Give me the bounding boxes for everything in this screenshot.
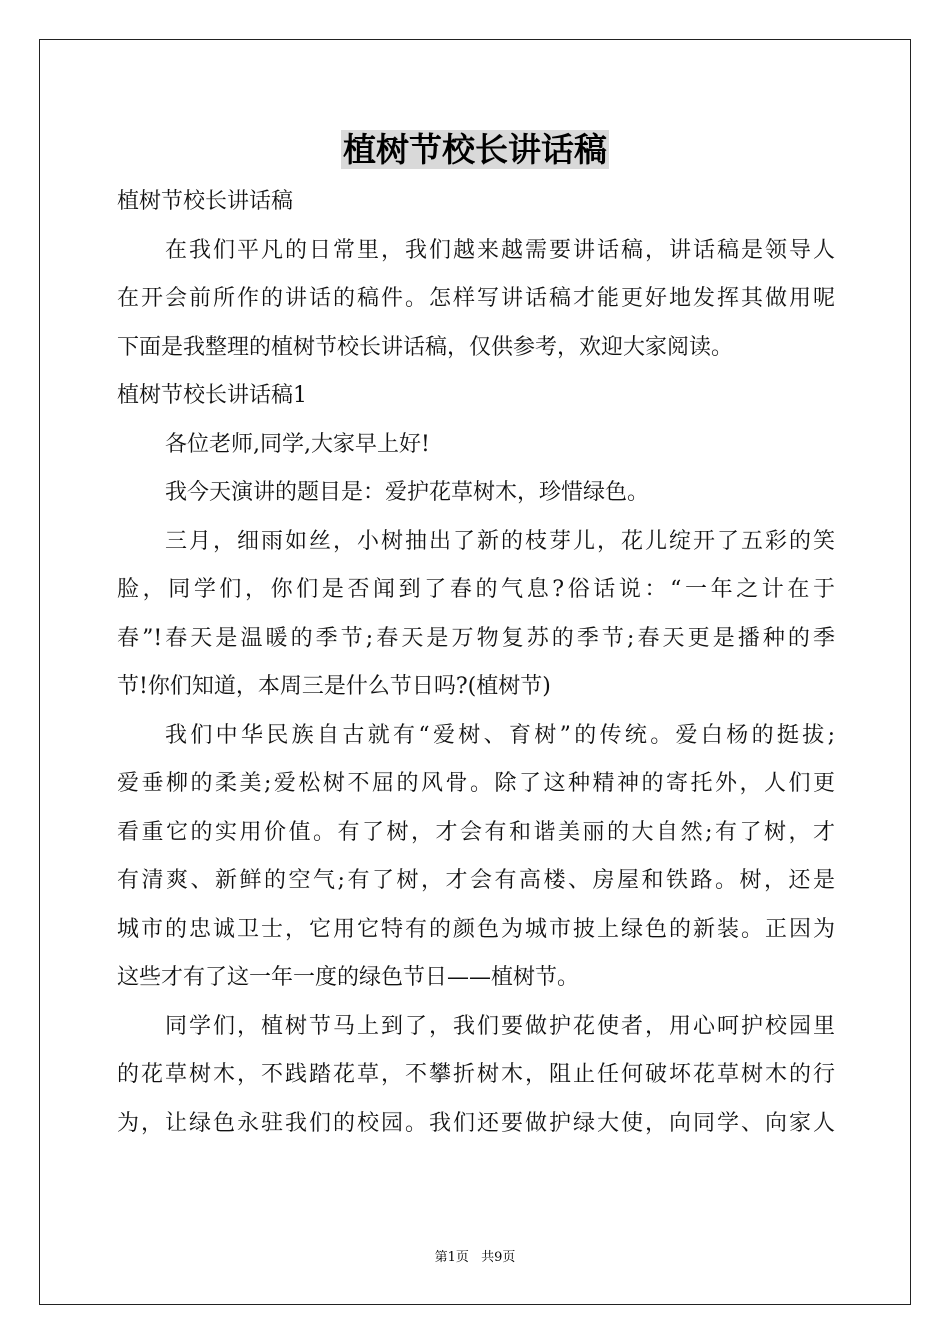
text-line: 植树节校长讲话稿1	[117, 383, 307, 408]
text-line: 在我们平凡的日常里，我们越来越需要讲话稿，讲话稿是领导人	[165, 237, 835, 263]
document-title	[0, 126, 950, 174]
text-line: 我们中华民族自古就有“爱树、育树”的传统。爱白杨的挺拔;	[165, 722, 835, 748]
text-line: 植树节校长讲话稿	[117, 189, 294, 214]
text-line: 同学们，植树节马上到了，我们要做护花使者，用心呵护校园里	[165, 1013, 835, 1039]
document-title-text: 植树节校长讲话稿	[343, 130, 607, 169]
text-line: 爱垂柳的柔美;爱松树不屈的风骨。除了这种精神的寄托外，人们更	[117, 771, 835, 796]
text-line: 脸，同学们，你们是否闻到了春的气息?俗话说：“一年之计在于	[117, 577, 835, 602]
text-line: 节!你们知道，本周三是什么节日吗?(植树节)	[117, 674, 551, 699]
text-line: 有清爽、新鲜的空气;有了树，才会有高楼、房屋和铁路。树，还是	[117, 868, 835, 893]
page-footer	[0, 1246, 950, 1265]
text-line: 的花草树木，不践踏花草，不攀折树木，阻止任何破坏花草树木的行	[117, 1062, 835, 1087]
text-line: 为，让绿色永驻我们的校园。我们还要做护绿大使，向同学、向家人	[117, 1110, 835, 1136]
text-line: 在开会前所作的讲话的稿件。怎样写讲话稿才能更好地发挥其做用呢	[117, 286, 835, 311]
text-line: 看重它的实用价值。有了树，才会有和谐美丽的大自然;有了树，才	[117, 819, 835, 845]
text-line: 城市的忠诚卫士，它用它特有的颜色为城市披上绿色的新装。正因为	[117, 916, 835, 942]
text-line: 各位老师,同学,大家早上好!	[165, 431, 430, 457]
text-line: 我今天演讲的题目是：爱护花草树木，珍惜绿色。	[165, 480, 650, 505]
page-total: 共9页	[481, 1250, 516, 1265]
document-body	[117, 178, 835, 1148]
text-line: 下面是我整理的植树节校长讲话稿，仅供参考，欢迎大家阅读。	[117, 334, 734, 360]
page-number: 第1页	[434, 1250, 469, 1265]
text-line: 这些才有了这一年一度的绿色节日——植树节。	[117, 965, 580, 990]
text-line: 三月，细雨如丝，小树抽出了新的枝芽儿，花儿绽开了五彩的笑	[165, 528, 835, 554]
text-line: 春”!春天是温暖的季节;春天是万物复苏的季节;春天更是播种的季	[117, 625, 835, 651]
